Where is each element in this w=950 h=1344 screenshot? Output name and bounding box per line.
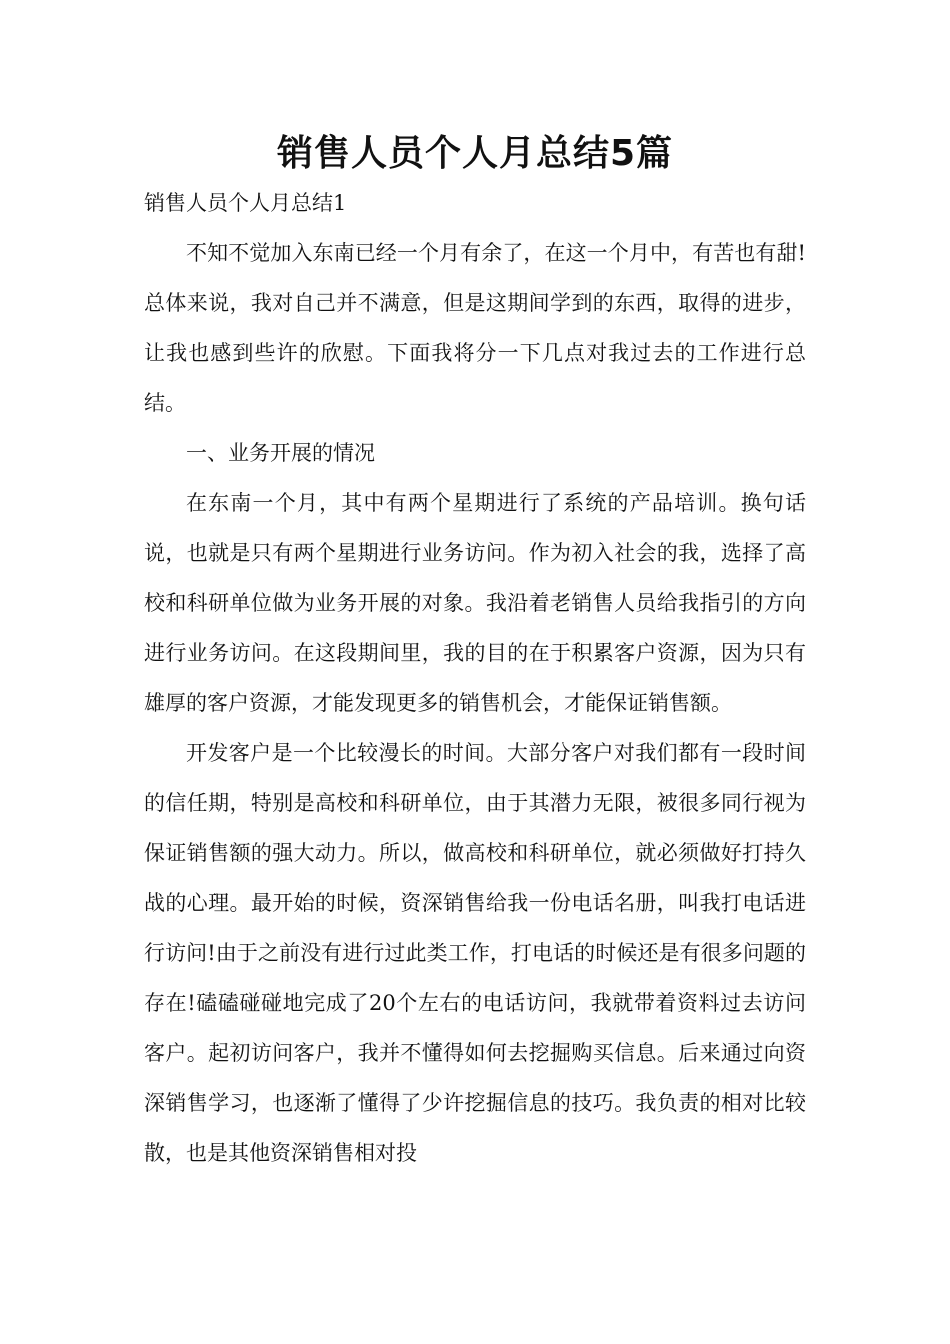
document-body [144,178,806,1178]
paragraph-clients: 开发客户是一个比较漫长的时间。大部分客户对我们都有一段时间的信任期，特别是高校和科研单位，由于其潜力无限，被很多同行视为保证销售额的强大动力。所以，做高校和科研单位，就必须做好打持久战的心理。最开始的时候，资深销售给我一份电话名册，叫我打电话进行访问!由于之前没有进行过此类工作，打电话的时候还是有很多问题的存在!磕磕碰碰地完成了20个左右的电话访问，我就带着资料过去访问客户。起初访问客户，我并不懂得如何去挖掘购买信息。后来通过向资深销售学习，也逐渐了懂得了少许挖掘信息的技巧。我负责的相对比较散，也是其他资深销售相对投 [144,741,806,1165]
paragraph-intro: 不知不觉加入东南已经一个月有余了，在这一个月中，有苦也有甜!总体来说，我对自己并不满意，但是这期间学到的东西，取得的进步，让我也感到些许的欣慰。下面我将分一下几点对我过去的工作进行总结。 [144,241,806,415]
section-heading: 一、业务开展的情况 [186,441,375,465]
section-subtitle: 销售人员个人月总结1 [144,191,347,215]
paragraph-business: 在东南一个月，其中有两个星期进行了系统的产品培训。换句话说，也就是只有两个星期进行业务访问。作为初入社会的我，选择了高校和科研单位做为业务开展的对象。我沿着老销售人员给我指引的方向进行业务访问。在这段期间里，我的目的在于积累客户资源，因为只有雄厚的客户资源，才能发现更多的销售机会，才能保证销售额。 [144,491,806,715]
document-title: 销售人员个人月总结5篇 [276,133,674,174]
